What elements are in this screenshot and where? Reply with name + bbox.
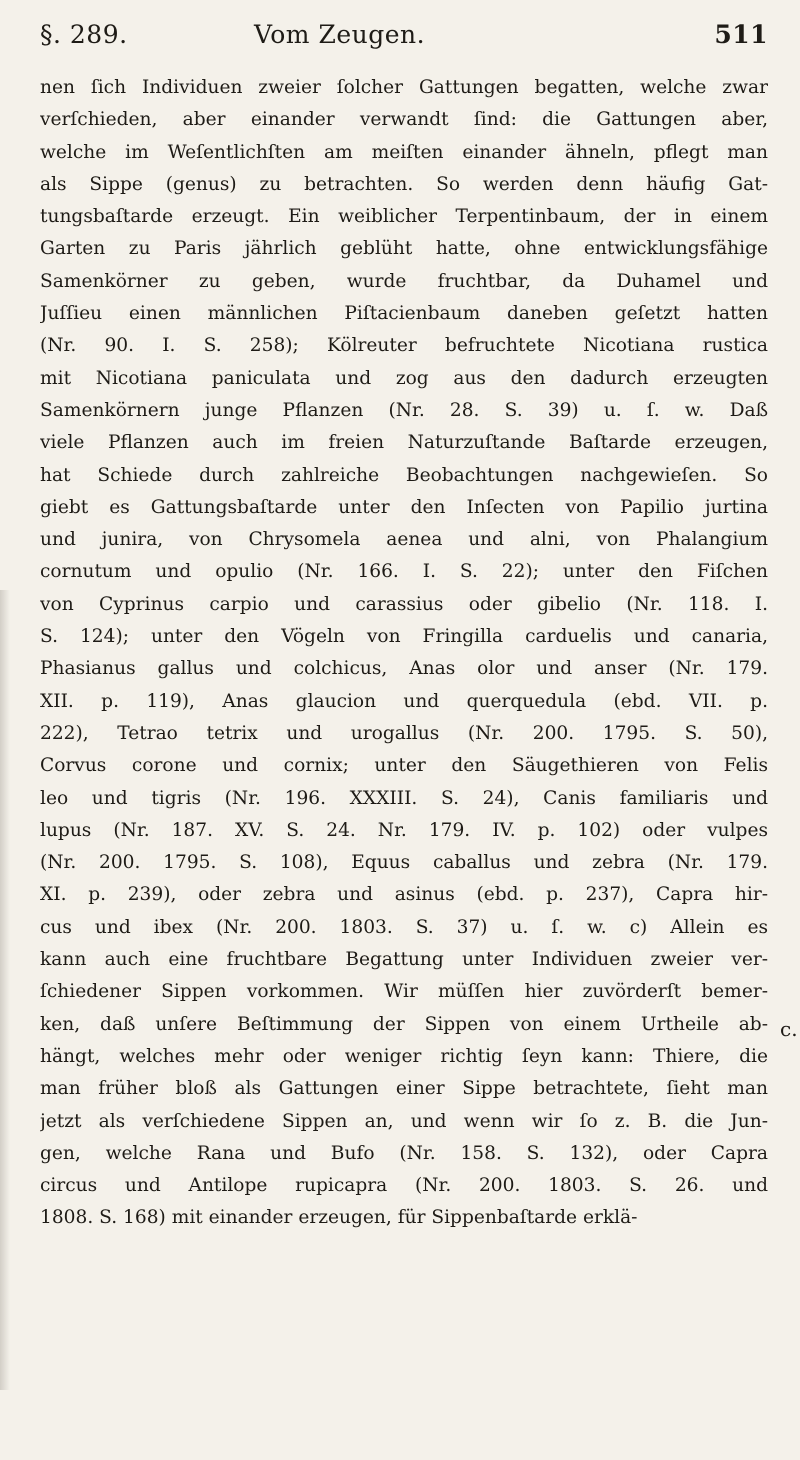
page-number: 511 (714, 20, 768, 49)
text-line: ſchiedener Sippen vorkommen. Wir müſſen hier zuvörderſt bemer- (40, 981, 768, 1003)
text-line: Juſſieu einen männlichen Piſtacienbaum daneben geſetzt hatten (40, 303, 768, 325)
text-line: Garten zu Paris jährlich geblüht hatte, ohne entwicklungsfähige (40, 238, 768, 260)
text-line: von Cyprinus carpio und carassius oder gibelio (Nr. 118. I. (40, 593, 768, 615)
running-title: Vom Zeugen. (254, 20, 426, 49)
text-line: cus und ibex (Nr. 200. 1803. S. 37) u. ſ. w. c) Allein es (40, 916, 768, 938)
page-edge-shadow (0, 590, 10, 1390)
text-line: circus und Antilope rupicapra (Nr. 200. 1803. S. 26. und (40, 1175, 768, 1197)
text-line: viele Pflanzen auch im freien Naturzuſtande Baſtarde erzeugen, (40, 432, 768, 454)
text-line: man früher bloß als Gattungen einer Sippe betrachtete, ſieht man (40, 1078, 768, 1100)
text-line: lupus (Nr. 187. XV. S. 24. Nr. 179. IV. p. 102) oder vulpes (40, 819, 768, 841)
text-line: Samenkörner zu geben, wurde fruchtbar, da Duhamel und (40, 270, 768, 292)
margin-mark: c. (780, 1017, 798, 1041)
text-line: (Nr. 90. I. S. 258); Kölreuter befruchtete Nicotiana rustica (40, 335, 768, 357)
text-line: als Sippe (genus) zu betrachten. So werden denn häufig Gat- (40, 173, 768, 195)
text-line: 1808. S. 168) mit einander erzeugen, für Sippenbaſtarde erklä- (40, 1207, 638, 1229)
text-line: leo und tigris (Nr. 196. XXXIII. S. 24), Canis familiaris und (40, 787, 768, 809)
text-line: und junira, von Chrysomela aenea und alni, von Phalangium (40, 529, 768, 551)
body-text (40, 72, 768, 1235)
text-line: tungsbaſtarde erzeugt. Ein weiblicher Terpentinbaum, der in einem (40, 206, 768, 228)
text-line: jetzt als verſchiedene Sippen an, und wenn wir ſo z. B. die Jun- (40, 1110, 768, 1132)
text-line: XI. p. 239), oder zebra und asinus (ebd. p. 237), Capra hir- (40, 884, 768, 906)
text-line: Samenkörnern junge Pflanzen (Nr. 28. S. 39) u. ſ. w. Daß (40, 399, 768, 421)
text-line: cornutum und opulio (Nr. 166. I. S. 22); unter den Fiſchen (40, 561, 768, 583)
text-line: (Nr. 200. 1795. S. 108), Equus caballus und zebra (Nr. 179. (40, 852, 768, 874)
text-line: hat Schiede durch zahlreiche Beobachtungen nachgewieſen. So (40, 464, 768, 486)
text-line: 222), Tetrao tetrix und urogallus (Nr. 200. 1795. S. 50), (40, 722, 768, 744)
text-line: S. 124); unter den Vögeln von Fringilla carduelis und canaria, (40, 626, 768, 648)
text-line: welche im Weſentlichſten am meiſten einander ähneln, pflegt man (40, 141, 768, 163)
section-number: §. 289. (40, 20, 128, 49)
text-line: mit Nicotiana paniculata und zog aus den dadurch erzeugten (40, 367, 768, 389)
text-line: hängt, welches mehr oder weniger richtig ſeyn kann: Thiere, die (40, 1045, 768, 1067)
text-line: verſchieden, aber einander verwandt ſind: die Gattungen aber, (40, 109, 768, 131)
text-line: giebt es Gattungsbaſtarde unter den Inſecten von Papilio jurtina (40, 496, 768, 518)
running-header (40, 20, 768, 56)
text-line: nen ſich Individuen zweier ſolcher Gattungen begatten, welche zwar (40, 77, 768, 98)
text-line: ken, daß unſere Beſtimmung der Sippen von einem Urtheile ab- (40, 1013, 768, 1035)
text-line: Phasianus gallus und colchicus, Anas olor und anser (Nr. 179. (40, 658, 768, 680)
text-line: gen, welche Rana und Bufo (Nr. 158. S. 132), oder Capra (40, 1142, 768, 1164)
text-line: XII. p. 119), Anas glaucion und querquedula (ebd. VII. p. (40, 690, 768, 712)
text-line: Corvus corone und cornix; unter den Säugethieren von Felis (40, 755, 768, 777)
text-line: kann auch eine fruchtbare Begattung unter Individuen zweier ver- (40, 949, 768, 971)
